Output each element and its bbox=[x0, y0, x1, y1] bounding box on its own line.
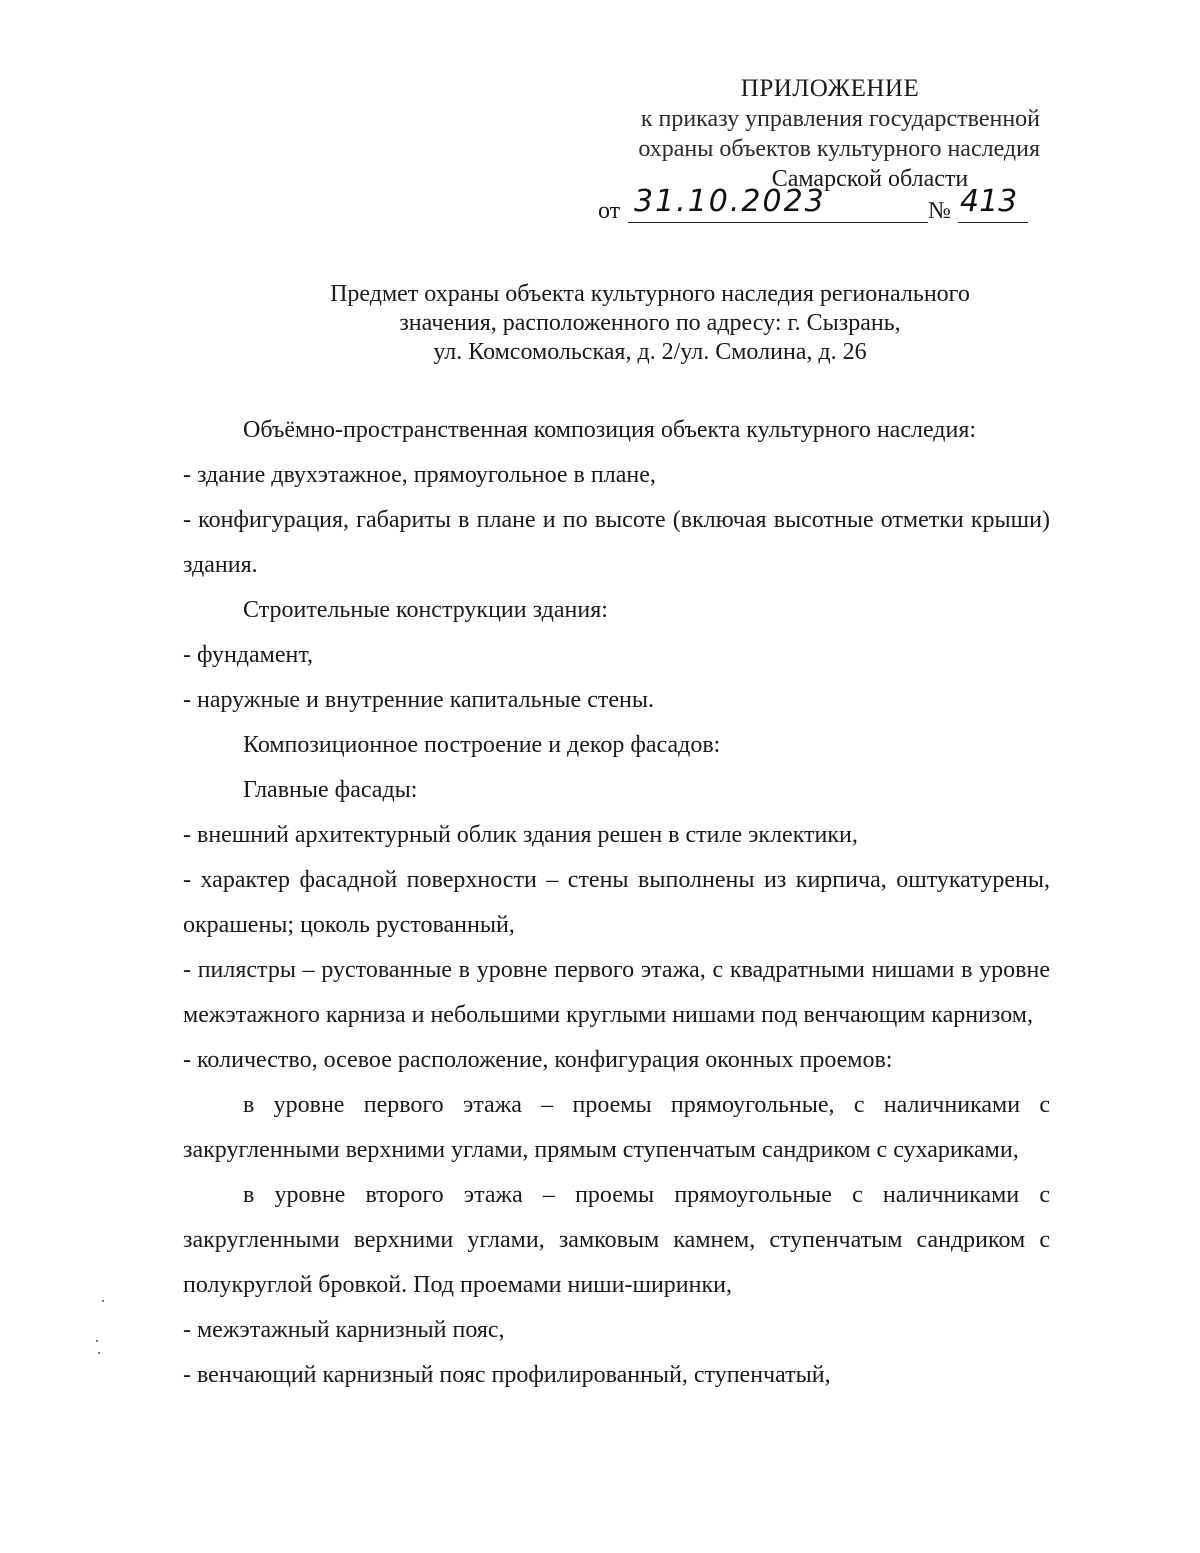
appendix-header bbox=[560, 74, 1060, 194]
handwritten-number: 413 bbox=[960, 184, 1018, 219]
list-item: - межэтажный карнизный пояс, bbox=[183, 1317, 505, 1343]
date-field bbox=[628, 184, 928, 223]
subsection-heading-main-facades: Главные фасады: bbox=[243, 777, 418, 803]
appendix-line-region: Самарской области bbox=[771, 166, 969, 192]
section-heading-composition: Объёмно-пространственная композиция объекта культурного наследия: bbox=[243, 417, 977, 443]
paragraph-second-floor: в уровне второго этажа – проемы прямоугольные с наличниками с закругленными верхними углами, замковым камнем, ступенчатым сандриком с полукруглой бровкой. Под проемами ниши-ширинки, bbox=[183, 1182, 1050, 1298]
number-field bbox=[958, 184, 1028, 223]
handwritten-date: 31.10.2023 bbox=[634, 184, 826, 219]
appendix-title: ПРИЛОЖЕНИЕ bbox=[740, 75, 920, 102]
list-item: - внешний архитектурный облик здания решен в стиле эклектики, bbox=[183, 822, 858, 848]
number-sign: № bbox=[928, 198, 951, 224]
date-prefix: от bbox=[598, 198, 621, 224]
list-item: - характер фасадной поверхности – стены выполнены из кирпича, оштукатурены, окрашены; цоколь рустованный, bbox=[183, 867, 1050, 938]
subject-line-1: Предмет охраны объекта культурного наследия регионального bbox=[330, 281, 970, 307]
order-date-number-line bbox=[598, 184, 1038, 228]
scan-specks bbox=[96, 1300, 106, 1360]
list-item: - пилястры – рустованные в уровне первого этажа, с квадратными нишами в уровне межэтажного карниза и небольшими круглыми нишами под венчающим карнизом, bbox=[183, 957, 1050, 1028]
list-item: - наружные и внутренние капитальные стены. bbox=[183, 687, 654, 713]
subject-line-3: ул. Комсомольская, д. 2/ул. Смолина, д. 26 bbox=[433, 339, 867, 365]
list-item: - здание двухэтажное, прямоугольное в плане, bbox=[183, 462, 656, 488]
section-heading-facades: Композиционное построение и декор фасадов: bbox=[243, 732, 721, 758]
subject-line-2: значения, расположенного по адресу: г. Сызрань, bbox=[399, 310, 901, 336]
list-item: - конфигурация, габариты в плане и по высоте (включая высотные отметки крыши) здания. bbox=[183, 507, 1050, 578]
paragraph-first-floor: в уровне первого этажа – проемы прямоугольные, с наличниками с закругленными верхними углами, прямым ступенчатым сандриком с сухариками, bbox=[183, 1092, 1050, 1163]
list-item: - фундамент, bbox=[183, 642, 314, 668]
list-item: - количество, осевое расположение, конфигурация оконных проемов: bbox=[183, 1047, 893, 1073]
appendix-line-order: к приказу управления государственной bbox=[640, 106, 1040, 132]
list-item: - венчающий карнизный пояс профилированный, ступенчатый, bbox=[183, 1362, 831, 1388]
appendix-line-agency: охраны объектов культурного наследия bbox=[638, 136, 1040, 162]
section-heading-structures: Строительные конструкции здания: bbox=[243, 597, 608, 623]
document-body bbox=[183, 408, 1050, 1398]
document-subject bbox=[230, 280, 1070, 367]
